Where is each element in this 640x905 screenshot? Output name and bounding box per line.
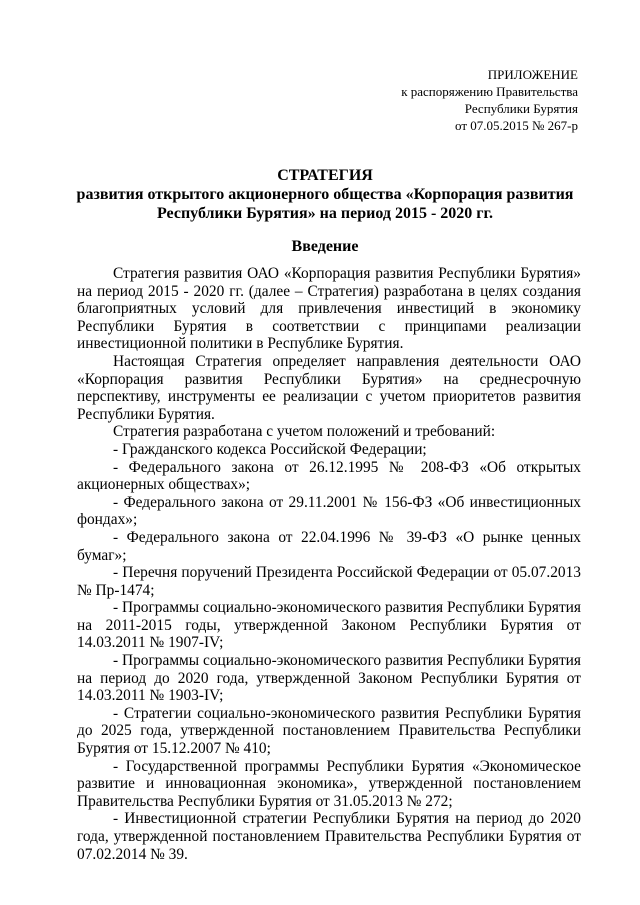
appendix-date-number: от 07.05.2015 № 267-р — [455, 118, 578, 133]
appendix-label: ПРИЛОЖЕНИЕ — [487, 67, 578, 82]
list-item-law-208: - Федерального закона от 26.12.1995 № 208-ФЗ «Об открытых акционерных обществах»; — [77, 458, 581, 494]
list-item-program-2020: - Программы социально-экономического развития Республики Бурятия на период до 2020 года, утвержденной Законом Республики Бурятия от 14.03.2011 № 1903-IV; — [77, 652, 581, 705]
appendix-government: Республики Бурятия — [464, 101, 578, 116]
list-item-law-39: - Федерального закона от 22.04.1996 № 39-ФЗ «О рынке ценных бумаг»; — [77, 528, 581, 564]
document-title — [70, 166, 580, 223]
list-item-law-156: - Федерального закона от 29.11.2001 № 156-ФЗ «Об инвестиционных фондах»; — [77, 493, 581, 529]
title-subtitle-1: развития открытого акционерного общества «Корпорация развития — [76, 186, 574, 203]
list-item-president-orders: - Перечня поручений Президента Российской Федерации от 05.07.2013 № Пр-1474; — [77, 564, 581, 599]
list-item-state-program: - Государственной программы Республики Бурятия «Экономическое развитие и инновационная экономика», утвержденной постановлением Правительства Республики Бурятия от 31.05.2013 № 272; — [77, 757, 581, 810]
title-subtitle-2: Республики Бурятия» на период 2015 - 2020 гг. — [156, 205, 493, 222]
list-item-program-2011-2015: - Программы социально-экономического развития Республики Бурятия на 2011-2015 годы, утвержденной Законом Республики Бурятия от 14.03.2011 № 1907-IV; — [77, 599, 581, 652]
appendix-order-ref: к распоряжению Правительства — [401, 84, 578, 99]
title-main: СТРАТЕГИЯ — [277, 167, 373, 184]
document-body — [77, 265, 581, 863]
paragraph-purpose: Стратегия развития ОАО «Корпорация развития Республики Бурятия» на период 2015 - 2020 гг. (далее – Стратегия) разработана в целях создания благоприятных условий для привлечения инвестиций в экономику Республики Бурятия в соответствии с принципами реализации инвестиционной политики в Республике Бурятия. — [77, 265, 581, 353]
appendix-header — [401, 66, 578, 134]
list-item-civil-code: - Гражданского кодекса Российской Федерации; — [113, 440, 427, 458]
paragraph-basis-intro: Стратегия разработана с учетом положений и требований: — [113, 423, 496, 441]
section-heading-introduction: Введение — [291, 238, 359, 255]
list-item-strategy-2025: - Стратегии социально-экономического развития Республики Бурятия до 2025 года, утвержденной постановлением Правительства Республики Бурятия от 15.12.2007 № 410; — [77, 704, 581, 758]
list-item-investment-strategy: - Инвестиционной стратегии Республики Бурятия на период до 2020 года, утвержденной постановлением Правительства Республики Бурятия от 07.02.2014 № 39. — [77, 810, 581, 863]
paragraph-directions: Настоящая Стратегия определяет направления деятельности ОАО «Корпорация развития Республики Бурятия» на среднесрочную перспективу, инструменты ее реализации с учетом приоритетов развития Республики Бурятия. — [77, 352, 581, 423]
